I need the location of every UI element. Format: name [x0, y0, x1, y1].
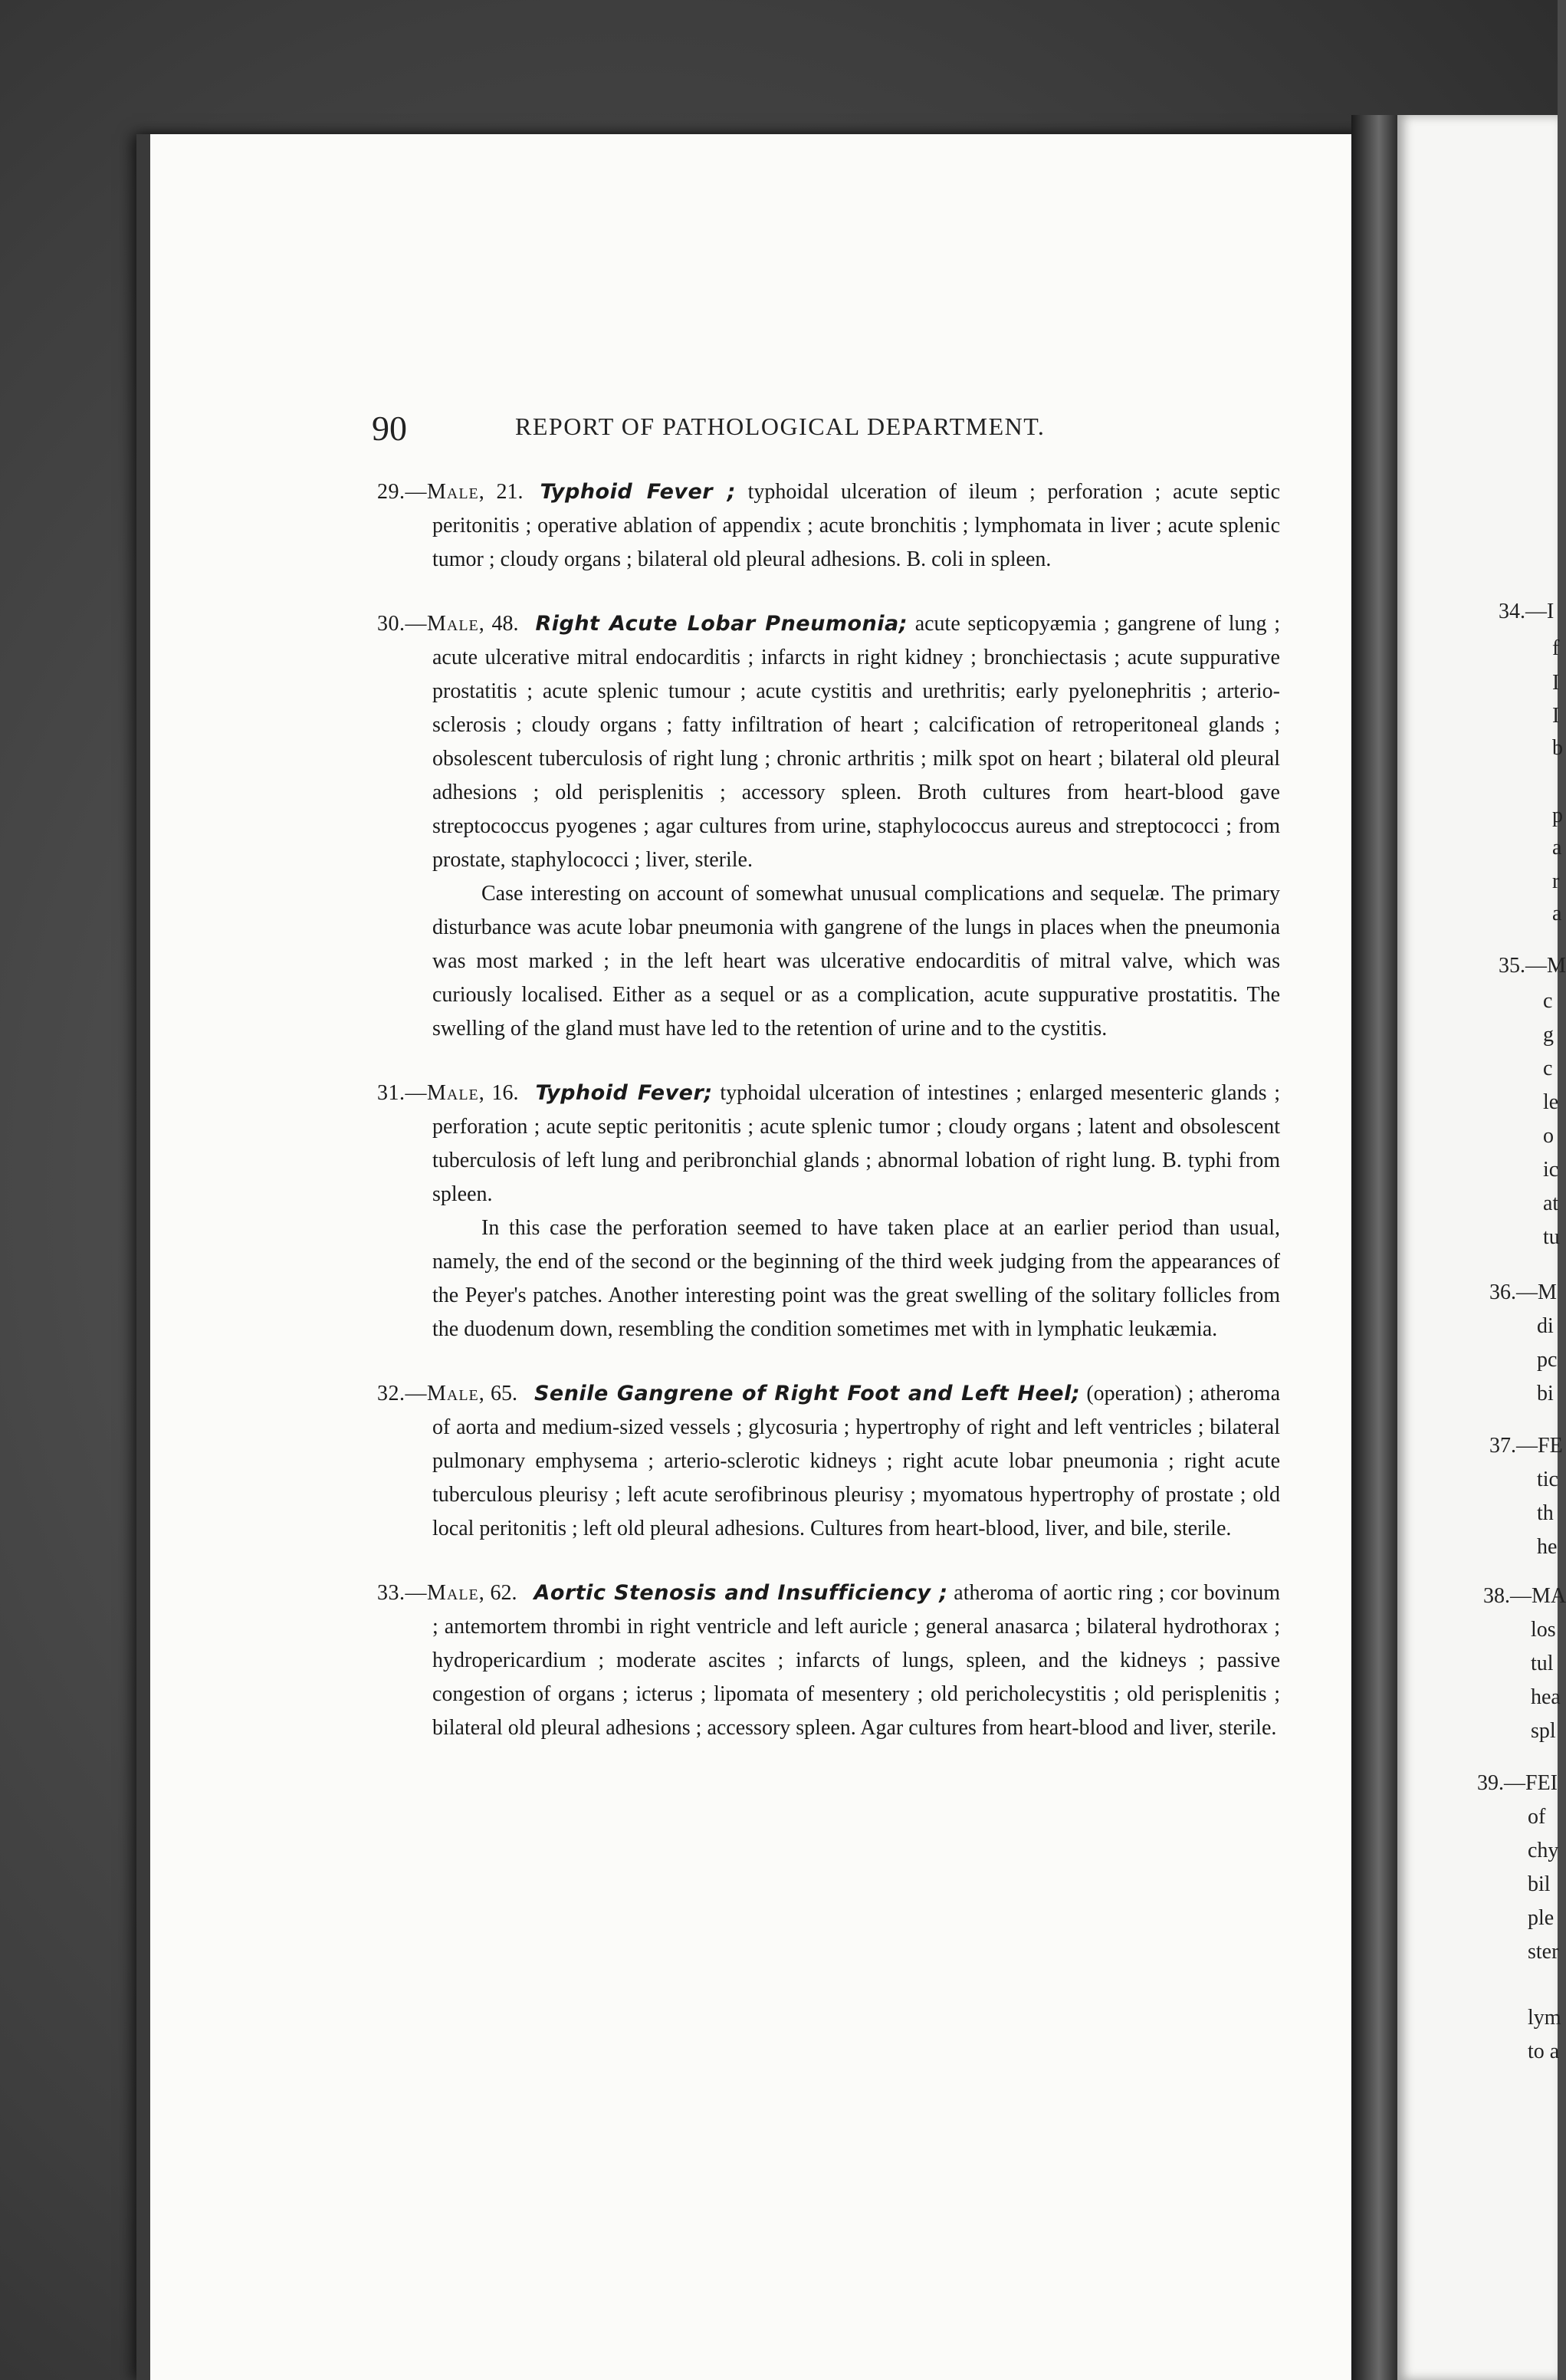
case-entry-31 — [377, 1077, 1280, 1346]
right-fragment: at — [1543, 1192, 1559, 1215]
right-fragment: a — [1552, 836, 1562, 860]
entry-findings: (operation) ; atheroma of aorta and medium-sized vessels ; glycosuria ; hypertrophy of right and left ventricles ; bilateral pulmonary emphysema ; arterio-sclerotic kidneys ; right acute lobar pneumonia ; right acute tuberculous pleurisy ; left acute serofibrinous pleurisy ; myomatous hypertrophy of prostate ; old local peritonitis ; left old pleural adhesions. Cultures from heart-blood, liver, and bile, sterile. — [432, 1382, 1281, 1540]
entry-diagnosis: Typhoid Fever ; — [540, 480, 736, 504]
right-fragment: hea — [1531, 1685, 1561, 1709]
entry-number: 32.— — [377, 1382, 427, 1405]
right-fragment: tul — [1531, 1652, 1554, 1675]
right-fragment: r — [1552, 869, 1560, 893]
entry-age: , 65. — [478, 1382, 517, 1405]
right-fragment: c — [1543, 1057, 1553, 1080]
right-fragment: lym — [1528, 2006, 1561, 2030]
entry-findings: typhoidal ulceration of ileum ; perforation ; acute septic peritonitis ; operative ablation of appendix ; acute bronchitis ; lymphomata in liver ; acute splenic tumor ; cloudy organs ; bilateral old pleural adhesions. B. coli in spleen. — [432, 480, 1280, 571]
entry-sex: Male — [427, 480, 479, 504]
right-fragment: g — [1543, 1023, 1554, 1047]
right-fragment: bil — [1528, 1872, 1551, 1896]
right-fragment: 37.—FE — [1489, 1434, 1563, 1458]
entry-diagnosis: Senile Gangrene of Right Foot and Left Heel; — [533, 1382, 1081, 1405]
entry-number: 31.— — [377, 1081, 427, 1105]
right-page-edge — [1397, 115, 1566, 2380]
right-fragment: tic — [1537, 1468, 1558, 1491]
entry-sex: Male — [427, 612, 479, 636]
right-fragment: spl — [1531, 1719, 1556, 1743]
entry-comment: In this case the perforation seemed to have taken place at an earlier period than usual, namely, the end of the second or the beginning of the third week judging from the appearances of the Peyer's patches. Another interesting point was the great swelling of the solitary follicles from the duodenum down, resembling the condition sometimes met with in lymphatic leukæmia. — [432, 1216, 1280, 1341]
entry-diagnosis: Right Acute Lobar Pneumonia; — [535, 612, 908, 636]
entry-body — [377, 475, 1280, 577]
right-fragment: 38.—MA — [1483, 1584, 1566, 1608]
right-fragment: ic — [1543, 1158, 1559, 1182]
entry-diagnosis: Aortic Stenosis and Insufficiency ; — [533, 1581, 948, 1605]
right-fragment: ster — [1528, 1940, 1559, 1964]
book-gutter — [1351, 115, 1397, 2380]
case-entries — [377, 475, 1280, 1776]
right-fragment: o — [1543, 1124, 1554, 1148]
right-fragment: c — [1543, 989, 1553, 1013]
entry-body — [377, 1377, 1280, 1546]
entry-sex: Male — [427, 1382, 479, 1405]
entry-body — [377, 1077, 1280, 1211]
right-fragment: a — [1552, 902, 1562, 925]
right-fragment: 34.—I — [1499, 600, 1555, 623]
entry-age: , 16. — [478, 1081, 519, 1105]
right-fragment: f — [1552, 636, 1560, 660]
right-fragment: he — [1537, 1535, 1558, 1559]
entry-diagnosis: Typhoid Fever; — [535, 1081, 713, 1105]
right-fragment: of — [1528, 1805, 1546, 1829]
case-entry-30 — [377, 607, 1280, 1046]
entry-age: , 48. — [478, 612, 519, 636]
right-fragment: to a — [1528, 2040, 1560, 2063]
case-entry-33 — [377, 1576, 1280, 1745]
right-fragment: ple — [1528, 1906, 1555, 1930]
right-fragment: I — [1552, 704, 1560, 728]
right-fragment: th — [1537, 1501, 1554, 1525]
right-fragment: los — [1531, 1618, 1556, 1642]
case-entry-29 — [377, 475, 1280, 577]
entry-age: , 62. — [478, 1581, 517, 1605]
entry-age: , 21. — [478, 480, 524, 504]
entry-sex: Male — [427, 1581, 479, 1605]
entry-number: 33.— — [377, 1581, 427, 1605]
entry-number: 30.— — [377, 612, 427, 636]
right-fragment: le — [1543, 1090, 1559, 1114]
right-fragment: I — [1552, 671, 1560, 695]
right-fragment: bi — [1537, 1382, 1554, 1405]
entry-findings: acute septicopyæmia ; gangrene of lung ; acute ulcerative mitral endocarditis ; infarcts in right kidney ; bronchiectasis ; acute suppurative prostatitis ; acute splenic tumour ; acute cystitis and urethritis; early pyelonephritis ; arterio-sclerosis ; cloudy organs ; fatty infiltration of heart ; calcification of retroperitoneal glands ; obsolescent tuberculosis of right lung ; chronic arthritis ; milk spot on heart ; bilateral old pleural adhesions ; old perisplenitis ; accessory spleen. Broth cultures from heart-blood gave streptococcus pyogenes ; agar cultures from urine, staphylococcus aureus and streptococci ; from prostate, staphylococci ; liver, sterile. — [432, 612, 1280, 872]
page-number: 90 — [372, 409, 407, 448]
right-fragment: tu — [1543, 1225, 1560, 1249]
right-fragment: p — [1552, 804, 1563, 827]
entry-findings: typhoidal ulceration of intestines ; enlarged mesenteric glands ; perforation ; acute septic peritonitis ; acute splenic tumor ; cloudy organs ; latent and obsolescent tuberculosis of left lung and peribronchial glands ; abnormal lobation of right lung. B. typhi from spleen. — [432, 1081, 1281, 1206]
right-fragment: chy — [1528, 1839, 1559, 1862]
running-head: REPORT OF PATHOLOGICAL DEPARTMENT. — [515, 413, 1046, 440]
right-fragment: 39.—FEI — [1477, 1771, 1558, 1795]
right-fragment: pc — [1537, 1348, 1558, 1372]
entry-sex: Male — [427, 1081, 479, 1105]
entry-body — [377, 1576, 1280, 1745]
right-fragment: b — [1552, 736, 1563, 760]
entry-body — [377, 607, 1280, 877]
entry-findings: atheroma of aortic ring ; cor bovinum ; antemortem thrombi in right ventricle and left auricle ; general anasarca ; bilateral hydrothorax ; hydropericardium ; moderate ascites ; infarcts of lungs, spleen, and the kidneys ; passive congestion of organs ; icterus ; lipomata of mesentery ; old pericholecystitis ; old perisplenitis ; bilateral old pleural adhesions ; accessory spleen. Agar cultures from heart-blood and liver, sterile. — [432, 1581, 1281, 1740]
right-fragment: 35.—M — [1499, 954, 1566, 978]
right-fragment: 36.—M — [1489, 1280, 1557, 1304]
right-fragment: di — [1537, 1314, 1554, 1338]
case-entry-32 — [377, 1377, 1280, 1546]
entry-number: 29.— — [377, 480, 427, 504]
entry-comment: Case interesting on account of somewhat unusual complications and sequelæ. The primary disturbance was acute lobar pneumonia with gangrene of the lungs in places when the pneumonia was most marked ; in the left heart was ulcerative endocarditis of mitral valve, which was curiously localised. Either as a sequel or as a complication, acute suppurative prostatitis. The swelling of the gland must have led to the retention of urine and to the cystitis. — [432, 882, 1280, 1040]
